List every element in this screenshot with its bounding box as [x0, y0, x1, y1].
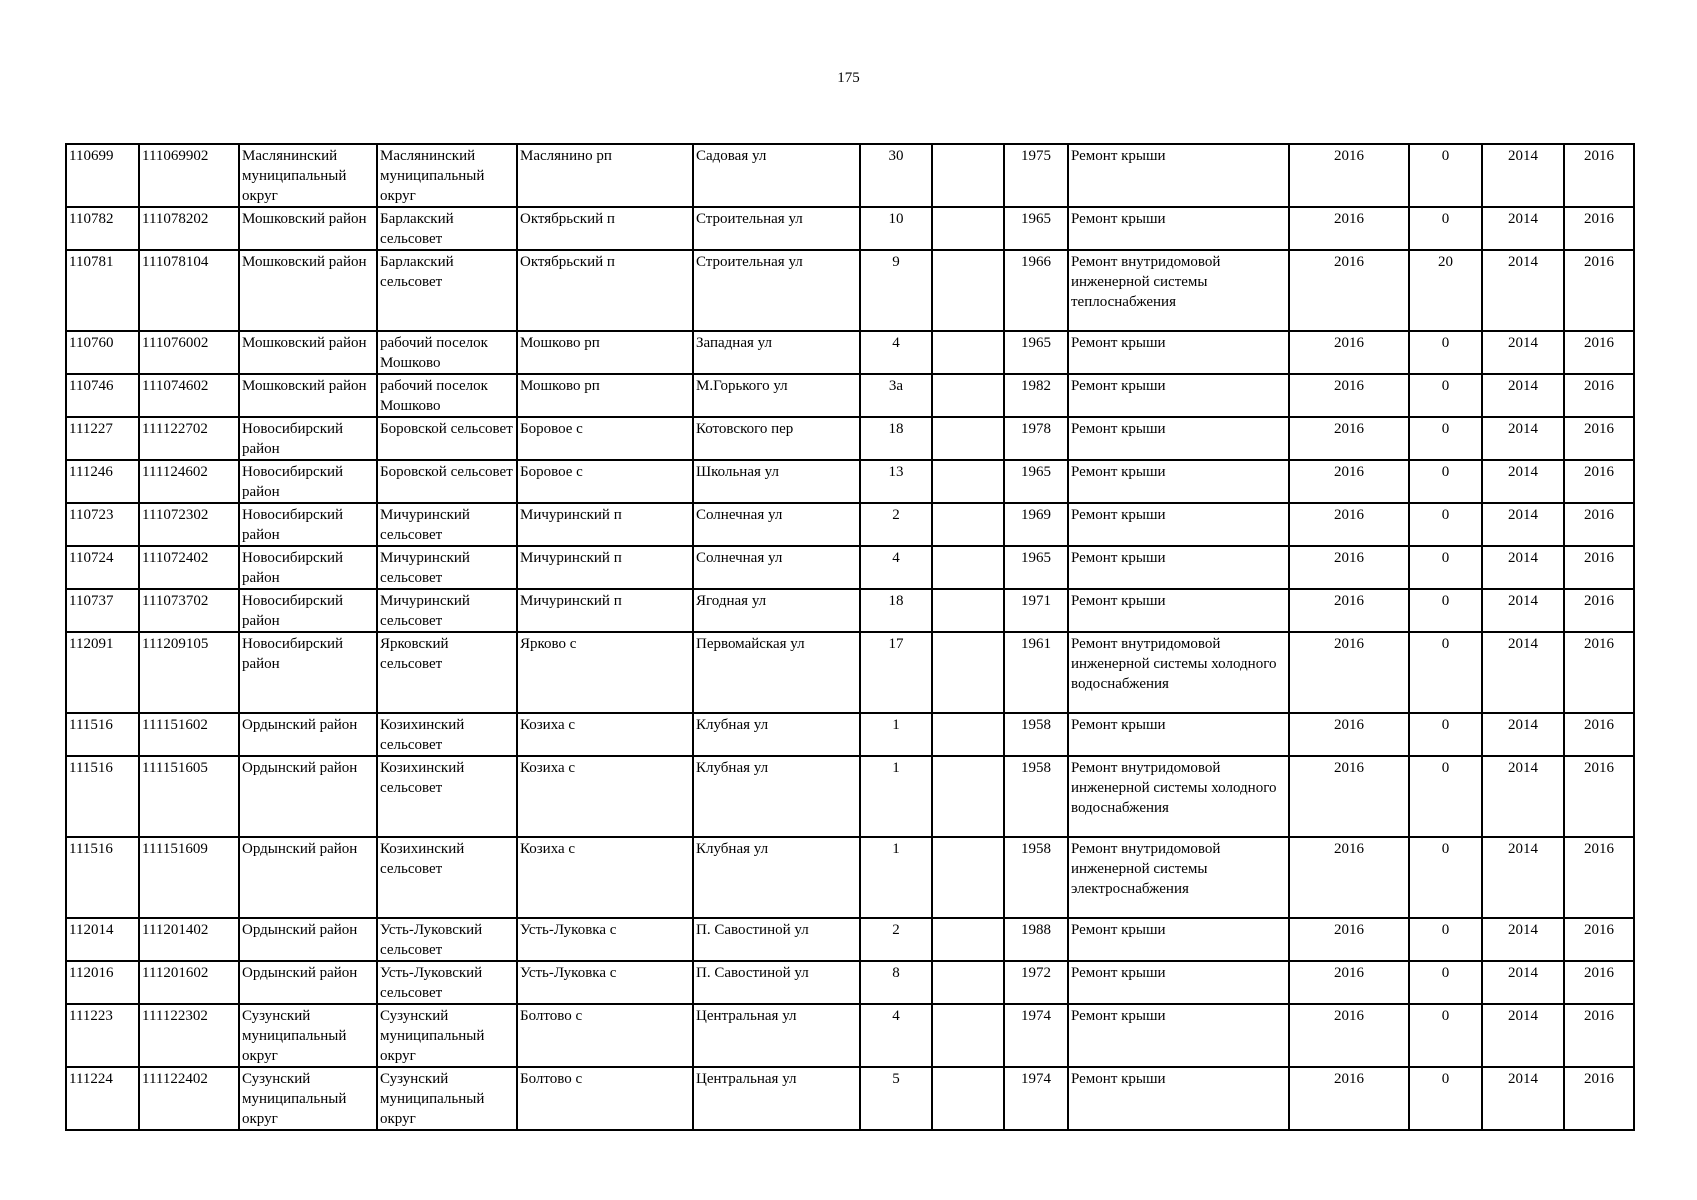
cell-period-end: 2016 [1564, 1067, 1634, 1130]
cell-work-type: Ремонт крыши [1068, 1067, 1289, 1130]
cell-value: 0 [1409, 1067, 1482, 1130]
table-row [66, 374, 1634, 417]
cell-work-type: Ремонт крыши [1068, 207, 1289, 250]
cell-locality: Боровое с [517, 417, 693, 460]
cell-municipal-district: Мошковский район [239, 250, 377, 331]
cell-period-end: 2016 [1564, 961, 1634, 1004]
cell-street: Клубная ул [693, 837, 860, 918]
cell-period-start: 2014 [1482, 503, 1564, 546]
cell-record-id: 111122402 [139, 1067, 239, 1130]
table-row [66, 632, 1634, 713]
cell-plan-year: 2016 [1289, 756, 1409, 837]
cell-record-id: 111073702 [139, 589, 239, 632]
cell-street: Центральная ул [693, 1004, 860, 1067]
cell-record-id: 111076002 [139, 331, 239, 374]
cell-period-end: 2016 [1564, 374, 1634, 417]
cell-blank [932, 374, 1004, 417]
table-row [66, 503, 1634, 546]
cell-period-start: 2014 [1482, 756, 1564, 837]
cell-locality: Козиха с [517, 713, 693, 756]
table-row [66, 1067, 1634, 1130]
cell-build-year: 1972 [1004, 961, 1068, 1004]
cell-municipal-district: Мошковский район [239, 374, 377, 417]
cell-settlement: рабочий поселок Мошково [377, 331, 517, 374]
cell-locality: Мошково рп [517, 374, 693, 417]
cell-street: Клубная ул [693, 713, 860, 756]
cell-house-number: 8 [860, 961, 932, 1004]
cell-value: 0 [1409, 837, 1482, 918]
cell-blank [932, 207, 1004, 250]
cell-period-start: 2014 [1482, 1004, 1564, 1067]
cell-house-number: 5 [860, 1067, 932, 1130]
cell-record-id: 111069902 [139, 144, 239, 207]
cell-street: Школьная ул [693, 460, 860, 503]
cell-house-id: 111223 [66, 1004, 139, 1067]
cell-build-year: 1988 [1004, 918, 1068, 961]
cell-build-year: 1961 [1004, 632, 1068, 713]
cell-work-type: Ремонт крыши [1068, 144, 1289, 207]
cell-work-type: Ремонт крыши [1068, 1004, 1289, 1067]
cell-street: Садовая ул [693, 144, 860, 207]
cell-municipal-district: Мошковский район [239, 331, 377, 374]
cell-plan-year: 2016 [1289, 546, 1409, 589]
cell-locality: Мошково рп [517, 331, 693, 374]
cell-plan-year: 2016 [1289, 331, 1409, 374]
cell-house-number: 18 [860, 417, 932, 460]
cell-record-id: 111122302 [139, 1004, 239, 1067]
cell-work-type: Ремонт внутридомовой инженерной системы теплоснабжения [1068, 250, 1289, 331]
cell-plan-year: 2016 [1289, 250, 1409, 331]
cell-work-type: Ремонт крыши [1068, 503, 1289, 546]
table-row [66, 918, 1634, 961]
cell-settlement: Мичуринский сельсовет [377, 589, 517, 632]
cell-record-id: 111201602 [139, 961, 239, 1004]
cell-house-id: 110760 [66, 331, 139, 374]
cell-plan-year: 2016 [1289, 632, 1409, 713]
cell-period-start: 2014 [1482, 460, 1564, 503]
cell-work-type: Ремонт внутридомовой инженерной системы холодного водоснабжения [1068, 756, 1289, 837]
cell-municipal-district: Ордынский район [239, 918, 377, 961]
cell-house-number: 4 [860, 1004, 932, 1067]
cell-record-id: 111078202 [139, 207, 239, 250]
cell-build-year: 1958 [1004, 756, 1068, 837]
cell-street: Строительная ул [693, 250, 860, 331]
cell-work-type: Ремонт крыши [1068, 460, 1289, 503]
cell-house-id: 112014 [66, 918, 139, 961]
cell-settlement: Мичуринский сельсовет [377, 546, 517, 589]
cell-plan-year: 2016 [1289, 460, 1409, 503]
cell-plan-year: 2016 [1289, 417, 1409, 460]
cell-settlement: Усть-Луковский сельсовет [377, 918, 517, 961]
table-row [66, 546, 1634, 589]
cell-period-end: 2016 [1564, 837, 1634, 918]
cell-locality: Болтово с [517, 1067, 693, 1130]
cell-work-type: Ремонт крыши [1068, 374, 1289, 417]
cell-locality: Козиха с [517, 837, 693, 918]
cell-record-id: 111122702 [139, 417, 239, 460]
cell-build-year: 1969 [1004, 503, 1068, 546]
cell-municipal-district: Мошковский район [239, 207, 377, 250]
cell-work-type: Ремонт крыши [1068, 331, 1289, 374]
cell-municipal-district: Маслянинский муниципальный округ [239, 144, 377, 207]
cell-plan-year: 2016 [1289, 374, 1409, 417]
cell-municipal-district: Новосибирский район [239, 589, 377, 632]
cell-build-year: 1978 [1004, 417, 1068, 460]
cell-blank [932, 331, 1004, 374]
cell-work-type: Ремонт крыши [1068, 417, 1289, 460]
cell-value: 0 [1409, 756, 1482, 837]
cell-period-start: 2014 [1482, 961, 1564, 1004]
cell-period-end: 2016 [1564, 503, 1634, 546]
cell-locality: Октябрьский п [517, 207, 693, 250]
cell-blank [932, 1004, 1004, 1067]
cell-period-end: 2016 [1564, 1004, 1634, 1067]
cell-value: 0 [1409, 918, 1482, 961]
cell-period-end: 2016 [1564, 250, 1634, 331]
cell-street: Западная ул [693, 331, 860, 374]
cell-plan-year: 2016 [1289, 589, 1409, 632]
cell-period-start: 2014 [1482, 546, 1564, 589]
cell-municipal-district: Новосибирский район [239, 417, 377, 460]
cell-municipal-district: Новосибирский район [239, 460, 377, 503]
cell-blank [932, 503, 1004, 546]
cell-record-id: 111124602 [139, 460, 239, 503]
cell-work-type: Ремонт крыши [1068, 961, 1289, 1004]
page-number: 175 [837, 70, 860, 86]
cell-locality: Усть-Луковка с [517, 918, 693, 961]
cell-settlement: Козихинский сельсовет [377, 713, 517, 756]
cell-record-id: 111151605 [139, 756, 239, 837]
cell-house-id: 110782 [66, 207, 139, 250]
cell-period-start: 2014 [1482, 837, 1564, 918]
cell-house-number: 9 [860, 250, 932, 331]
cell-settlement: Козихинский сельсовет [377, 837, 517, 918]
cell-record-id: 111151609 [139, 837, 239, 918]
cell-period-start: 2014 [1482, 250, 1564, 331]
cell-settlement: Боровской сельсовет [377, 417, 517, 460]
cell-record-id: 111209105 [139, 632, 239, 713]
cell-blank [932, 460, 1004, 503]
cell-value: 0 [1409, 589, 1482, 632]
table-row [66, 144, 1634, 207]
cell-street: Солнечная ул [693, 503, 860, 546]
cell-work-type: Ремонт крыши [1068, 918, 1289, 961]
table-row [66, 250, 1634, 331]
cell-value: 0 [1409, 1004, 1482, 1067]
cell-house-number: 3а [860, 374, 932, 417]
table-row [66, 207, 1634, 250]
cell-settlement: Барлакский сельсовет [377, 250, 517, 331]
table-row [66, 331, 1634, 374]
cell-build-year: 1965 [1004, 207, 1068, 250]
cell-build-year: 1965 [1004, 460, 1068, 503]
cell-house-id: 111246 [66, 460, 139, 503]
cell-build-year: 1958 [1004, 837, 1068, 918]
cell-blank [932, 918, 1004, 961]
cell-municipal-district: Новосибирский район [239, 632, 377, 713]
cell-value: 0 [1409, 503, 1482, 546]
cell-settlement: Сузунский муниципальный округ [377, 1004, 517, 1067]
cell-record-id: 111074602 [139, 374, 239, 417]
cell-street: Строительная ул [693, 207, 860, 250]
cell-locality: Усть-Луковка с [517, 961, 693, 1004]
cell-house-number: 18 [860, 589, 932, 632]
cell-street: М.Горького ул [693, 374, 860, 417]
cell-record-id: 111078104 [139, 250, 239, 331]
table-row [66, 713, 1634, 756]
cell-house-id: 111516 [66, 713, 139, 756]
cell-plan-year: 2016 [1289, 918, 1409, 961]
cell-municipal-district: Сузунский муниципальный округ [239, 1004, 377, 1067]
cell-house-number: 30 [860, 144, 932, 207]
cell-blank [932, 961, 1004, 1004]
cell-house-id: 111516 [66, 756, 139, 837]
cell-value: 0 [1409, 713, 1482, 756]
cell-blank [932, 144, 1004, 207]
cell-record-id: 111072302 [139, 503, 239, 546]
cell-house-number: 10 [860, 207, 932, 250]
cell-street: Центральная ул [693, 1067, 860, 1130]
table-row [66, 756, 1634, 837]
cell-house-id: 112091 [66, 632, 139, 713]
cell-period-start: 2014 [1482, 632, 1564, 713]
cell-locality: Маслянино рп [517, 144, 693, 207]
cell-street: Первомайская ул [693, 632, 860, 713]
cell-period-start: 2014 [1482, 144, 1564, 207]
cell-plan-year: 2016 [1289, 503, 1409, 546]
cell-blank [932, 546, 1004, 589]
cell-plan-year: 2016 [1289, 1004, 1409, 1067]
table-row [66, 460, 1634, 503]
cell-locality: Боровое с [517, 460, 693, 503]
cell-municipal-district: Ордынский район [239, 961, 377, 1004]
cell-house-id: 110737 [66, 589, 139, 632]
cell-locality: Ярково с [517, 632, 693, 713]
cell-plan-year: 2016 [1289, 207, 1409, 250]
cell-period-start: 2014 [1482, 207, 1564, 250]
cell-plan-year: 2016 [1289, 837, 1409, 918]
cell-locality: Октябрьский п [517, 250, 693, 331]
cell-settlement: Козихинский сельсовет [377, 756, 517, 837]
cell-house-number: 4 [860, 546, 932, 589]
cell-settlement: Боровской сельсовет [377, 460, 517, 503]
cell-blank [932, 589, 1004, 632]
cell-period-end: 2016 [1564, 417, 1634, 460]
cell-house-number: 4 [860, 331, 932, 374]
cell-locality: Болтово с [517, 1004, 693, 1067]
cell-settlement: Маслянинский муниципальный округ [377, 144, 517, 207]
cell-house-number: 2 [860, 918, 932, 961]
cell-blank [932, 713, 1004, 756]
cell-period-start: 2014 [1482, 417, 1564, 460]
cell-settlement: Усть-Луковский сельсовет [377, 961, 517, 1004]
cell-period-end: 2016 [1564, 460, 1634, 503]
cell-house-id: 110723 [66, 503, 139, 546]
cell-plan-year: 2016 [1289, 144, 1409, 207]
cell-period-start: 2014 [1482, 713, 1564, 756]
cell-value: 0 [1409, 460, 1482, 503]
cell-build-year: 1965 [1004, 331, 1068, 374]
cell-period-end: 2016 [1564, 589, 1634, 632]
cell-house-id: 112016 [66, 961, 139, 1004]
cell-settlement: Барлакский сельсовет [377, 207, 517, 250]
cell-house-number: 13 [860, 460, 932, 503]
cell-municipal-district: Ордынский район [239, 756, 377, 837]
cell-build-year: 1958 [1004, 713, 1068, 756]
cell-house-number: 17 [860, 632, 932, 713]
cell-house-id: 111227 [66, 417, 139, 460]
cell-municipal-district: Сузунский муниципальный округ [239, 1067, 377, 1130]
cell-house-number: 1 [860, 713, 932, 756]
cell-settlement: Мичуринский сельсовет [377, 503, 517, 546]
cell-record-id: 111151602 [139, 713, 239, 756]
cell-blank [932, 837, 1004, 918]
table-row [66, 837, 1634, 918]
cell-period-end: 2016 [1564, 144, 1634, 207]
cell-street: П. Савостиной ул [693, 918, 860, 961]
cell-value: 0 [1409, 144, 1482, 207]
cell-plan-year: 2016 [1289, 713, 1409, 756]
table-row [66, 417, 1634, 460]
cell-value: 0 [1409, 331, 1482, 374]
cell-period-end: 2016 [1564, 331, 1634, 374]
cell-house-id: 110699 [66, 144, 139, 207]
cell-work-type: Ремонт крыши [1068, 713, 1289, 756]
cell-value: 0 [1409, 374, 1482, 417]
cell-work-type: Ремонт внутридомовой инженерной системы холодного водоснабжения [1068, 632, 1289, 713]
cell-house-id: 110724 [66, 546, 139, 589]
table-row [66, 1004, 1634, 1067]
cell-blank [932, 417, 1004, 460]
cell-house-number: 1 [860, 837, 932, 918]
cell-record-id: 111201402 [139, 918, 239, 961]
cell-build-year: 1974 [1004, 1004, 1068, 1067]
cell-blank [932, 756, 1004, 837]
cell-house-id: 110781 [66, 250, 139, 331]
cell-municipal-district: Новосибирский район [239, 546, 377, 589]
cell-house-id: 111224 [66, 1067, 139, 1130]
cell-record-id: 111072402 [139, 546, 239, 589]
cell-locality: Мичуринский п [517, 589, 693, 632]
cell-period-start: 2014 [1482, 589, 1564, 632]
cell-settlement: рабочий поселок Мошково [377, 374, 517, 417]
cell-period-end: 2016 [1564, 713, 1634, 756]
cell-value: 20 [1409, 250, 1482, 331]
cell-settlement: Ярковский сельсовет [377, 632, 517, 713]
cell-street: П. Савостиной ул [693, 961, 860, 1004]
cell-period-end: 2016 [1564, 632, 1634, 713]
cell-build-year: 1965 [1004, 546, 1068, 589]
cell-build-year: 1975 [1004, 144, 1068, 207]
cell-build-year: 1966 [1004, 250, 1068, 331]
cell-house-id: 111516 [66, 837, 139, 918]
cell-plan-year: 2016 [1289, 961, 1409, 1004]
cell-work-type: Ремонт крыши [1068, 589, 1289, 632]
cell-period-end: 2016 [1564, 207, 1634, 250]
cell-settlement: Сузунский муниципальный округ [377, 1067, 517, 1130]
cell-municipal-district: Ордынский район [239, 713, 377, 756]
cell-house-number: 1 [860, 756, 932, 837]
cell-street: Клубная ул [693, 756, 860, 837]
cell-period-end: 2016 [1564, 546, 1634, 589]
cell-plan-year: 2016 [1289, 1067, 1409, 1130]
registry-table [65, 143, 1635, 1131]
cell-blank [932, 632, 1004, 713]
cell-street: Солнечная ул [693, 546, 860, 589]
cell-house-number: 2 [860, 503, 932, 546]
cell-value: 0 [1409, 632, 1482, 713]
cell-blank [932, 250, 1004, 331]
cell-locality: Мичуринский п [517, 546, 693, 589]
cell-period-start: 2014 [1482, 1067, 1564, 1130]
cell-value: 0 [1409, 417, 1482, 460]
cell-build-year: 1982 [1004, 374, 1068, 417]
cell-period-start: 2014 [1482, 331, 1564, 374]
cell-locality: Козиха с [517, 756, 693, 837]
cell-value: 0 [1409, 961, 1482, 1004]
cell-period-start: 2014 [1482, 918, 1564, 961]
cell-period-start: 2014 [1482, 374, 1564, 417]
cell-work-type: Ремонт крыши [1068, 546, 1289, 589]
cell-municipal-district: Ордынский район [239, 837, 377, 918]
cell-value: 0 [1409, 207, 1482, 250]
table-row [66, 961, 1634, 1004]
cell-house-id: 110746 [66, 374, 139, 417]
cell-value: 0 [1409, 546, 1482, 589]
cell-work-type: Ремонт внутридомовой инженерной системы электроснабжения [1068, 837, 1289, 918]
cell-period-end: 2016 [1564, 756, 1634, 837]
cell-blank [932, 1067, 1004, 1130]
cell-period-end: 2016 [1564, 918, 1634, 961]
table-body [66, 144, 1634, 1130]
cell-build-year: 1974 [1004, 1067, 1068, 1130]
cell-locality: Мичуринский п [517, 503, 693, 546]
cell-build-year: 1971 [1004, 589, 1068, 632]
cell-street: Ягодная ул [693, 589, 860, 632]
table-row [66, 589, 1634, 632]
cell-municipal-district: Новосибирский район [239, 503, 377, 546]
cell-street: Котовского пер [693, 417, 860, 460]
